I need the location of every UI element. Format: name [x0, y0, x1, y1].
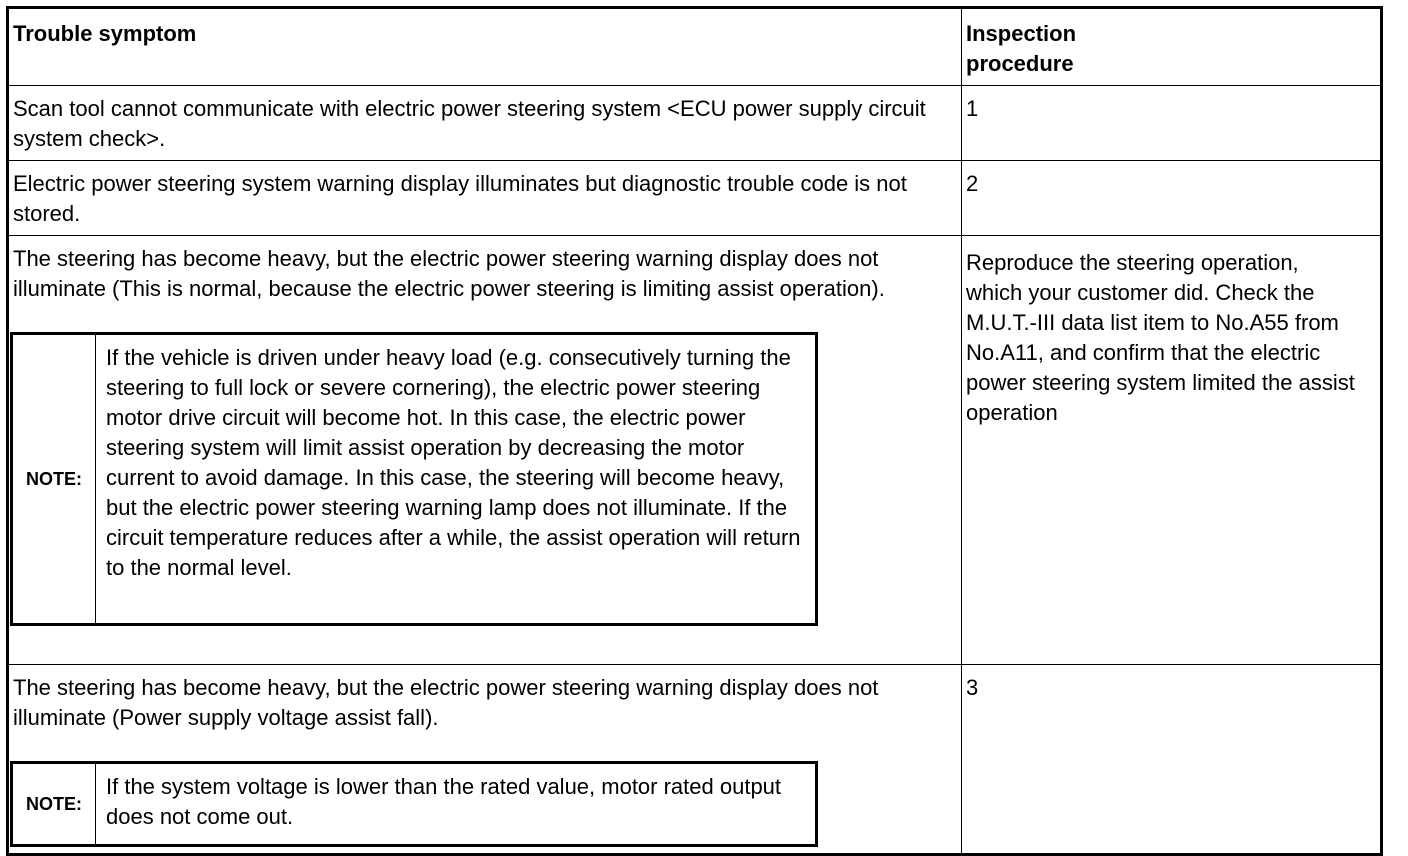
table-row	[8, 665, 1382, 855]
symptom-cell	[8, 665, 962, 855]
procedure-cell: 1	[962, 86, 1382, 161]
symptom-text: The steering has become heavy, but the electric power steering warning display does not illuminate (Power supply voltage assist fall).	[13, 675, 879, 730]
symptom-cell	[8, 161, 962, 236]
table-row	[8, 161, 1382, 236]
procedure-cell: 2	[962, 161, 1382, 236]
procedure-cell: 3	[962, 665, 1382, 855]
symptom-text: Electric power steering system warning display illuminates but diagnostic trouble code is not stored.	[13, 171, 907, 226]
table-row	[8, 86, 1382, 161]
note-box	[10, 332, 818, 626]
procedure-text: Reproduce the steering operation, which your customer did. Check the M.U.T.-III data list item to No.A55 from No.A11, and confirm that the electric power steering system limited the assist operation	[966, 250, 1355, 425]
symptom-text: The steering has become heavy, but the electric power steering warning display does not illuminate (This is normal, because the electric power steering is limiting assist operation).	[13, 246, 885, 301]
header-inspection-procedure	[962, 8, 1382, 86]
note-text: If the system voltage is lower than the rated value, motor rated output does not come out.	[106, 774, 782, 829]
note-label: NOTE:	[12, 763, 96, 846]
note-label: NOTE:	[12, 334, 96, 625]
procedure-cell	[962, 236, 1382, 665]
table-header-row	[8, 8, 1382, 86]
symptom-text: Scan tool cannot communicate with electric power steering system <ECU power supply circuit system check>.	[13, 96, 926, 151]
note-text: If the vehicle is driven under heavy load (e.g. consecutively turning the steering to full lock or severe cornering), the electric power steering motor drive circuit will become hot. In this case, the electric power steering system will limit assist operation by decreasing the motor current to avoid damage. In this case, the steering will become heavy, but the electric power steering warning lamp does not illuminate. If the circuit temperature reduces after a while, the assist operation will return to the normal level.	[106, 345, 801, 580]
trouble-symptom-table	[6, 6, 1383, 856]
header-trouble-symptom: Trouble symptom	[8, 8, 962, 86]
symptom-cell	[8, 236, 962, 665]
note-box	[10, 761, 818, 847]
table-row	[8, 236, 1382, 665]
symptom-cell	[8, 86, 962, 161]
header-procedure-text: Inspection procedure	[966, 21, 1077, 76]
